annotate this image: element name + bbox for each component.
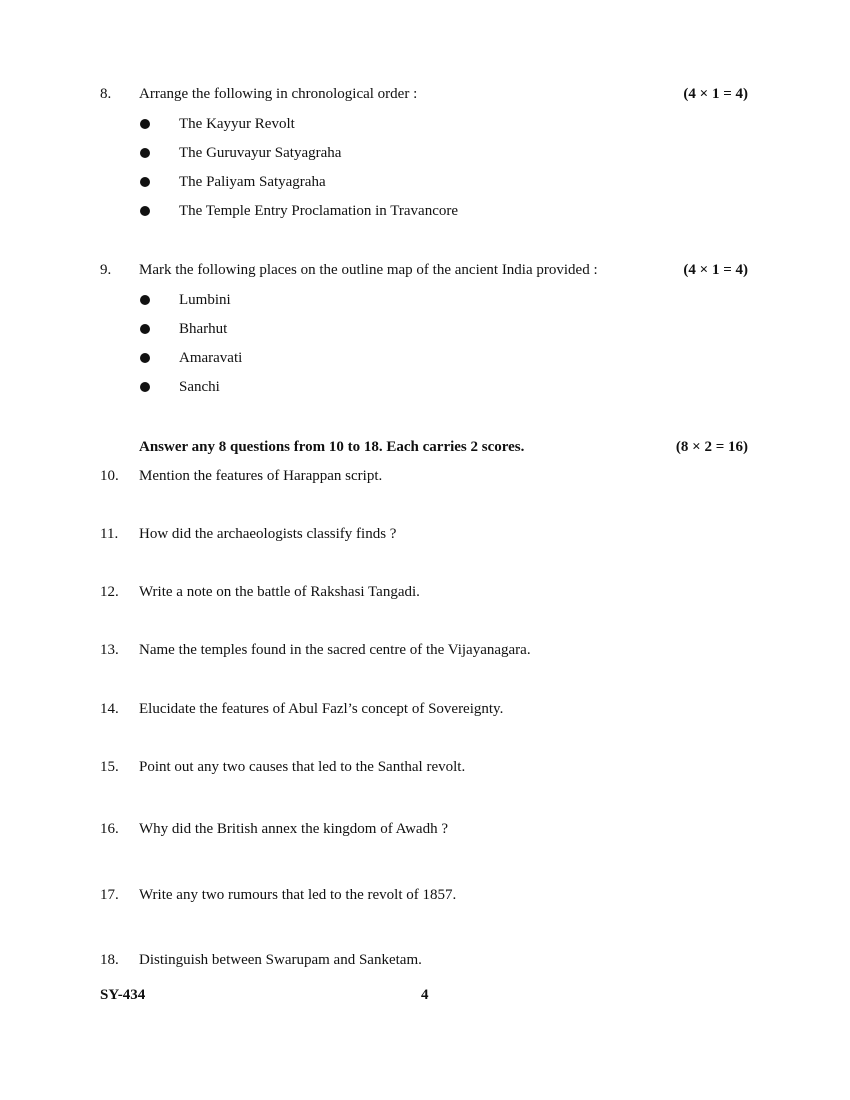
- list-item-text: The Guruvayur Satyagraha: [179, 145, 342, 161]
- question-text: Name the temples found in the sacred centre of the Vijayanagara.: [139, 642, 531, 658]
- question-marks: (4 × 1 = 4): [683, 86, 748, 102]
- question-text: Mention the features of Harappan script.: [139, 468, 383, 484]
- page-number: 4: [421, 987, 429, 1003]
- question-11: [0, 524, 850, 544]
- list-item-text: The Kayyur Revolt: [179, 116, 295, 132]
- question-number: 17.: [100, 887, 119, 903]
- list-item: [0, 201, 850, 221]
- list-item: [0, 172, 850, 192]
- question-number: 18.: [100, 952, 119, 968]
- question-text: Elucidate the features of Abul Fazl’s concept of Sovereignty.: [139, 701, 504, 717]
- question-number: 8.: [100, 86, 112, 102]
- question-text: Mark the following places on the outline map of the ancient India provided :: [139, 262, 598, 278]
- question-marks: (4 × 1 = 4): [683, 262, 748, 278]
- question-text: Distinguish between Swarupam and Sanketam.: [139, 952, 422, 968]
- list-item-text: Bharhut: [179, 321, 228, 337]
- bullet-icon: [140, 177, 150, 187]
- question-number: 10.: [100, 468, 119, 484]
- question-text: How did the archaeologists classify finds ?: [139, 526, 397, 542]
- question-text: Why did the British annex the kingdom of Awadh ?: [139, 821, 448, 837]
- question-16: [0, 819, 850, 839]
- paper-code: SY-434: [100, 987, 146, 1003]
- list-item: [0, 114, 850, 134]
- question-text: Arrange the following in chronological order :: [139, 86, 418, 102]
- question-number: 12.: [100, 584, 119, 600]
- section-marks: (8 × 2 = 16): [675, 439, 748, 455]
- question-13: [0, 640, 850, 660]
- question-18: [0, 950, 850, 970]
- question-text: Write any two rumours that led to the revolt of 1857.: [139, 887, 457, 903]
- question-number: 14.: [100, 701, 119, 717]
- list-item: [0, 143, 850, 163]
- list-item-text: The Paliyam Satyagraha: [179, 174, 326, 190]
- bullet-icon: [140, 382, 150, 392]
- question-12: [0, 582, 850, 602]
- question-number: 11.: [100, 526, 119, 542]
- question-17: [0, 885, 850, 905]
- question-10: [0, 466, 850, 486]
- question-text: Point out any two causes that led to the Santhal revolt.: [139, 759, 466, 775]
- question-text: Write a note on the battle of Rakshasi Tangadi.: [139, 584, 420, 600]
- question-15: [0, 757, 850, 777]
- bullet-icon: [140, 148, 150, 158]
- question-14: [0, 699, 850, 719]
- instruction-text: Answer any 8 questions from 10 to 18. Each carries 2 scores.: [139, 439, 525, 455]
- bullet-icon: [140, 295, 150, 305]
- list-item: [0, 290, 850, 310]
- list-item-text: Amaravati: [179, 350, 243, 366]
- list-item: [0, 377, 850, 397]
- list-item: [0, 348, 850, 368]
- page-footer: [0, 985, 850, 1005]
- bullet-icon: [140, 353, 150, 363]
- question-8: [0, 84, 850, 104]
- question-number: 16.: [100, 821, 119, 837]
- list-item-text: Lumbini: [179, 292, 231, 308]
- list-item-text: Sanchi: [179, 379, 220, 395]
- list-item: [0, 319, 850, 339]
- question-number: 9.: [100, 262, 112, 278]
- question-number: 13.: [100, 642, 119, 658]
- bullet-icon: [140, 119, 150, 129]
- bullet-icon: [140, 324, 150, 334]
- question-number: 15.: [100, 759, 119, 775]
- section-instruction: [0, 437, 850, 457]
- question-9: [0, 260, 850, 280]
- bullet-icon: [140, 206, 150, 216]
- list-item-text: The Temple Entry Proclamation in Travancore: [179, 203, 459, 219]
